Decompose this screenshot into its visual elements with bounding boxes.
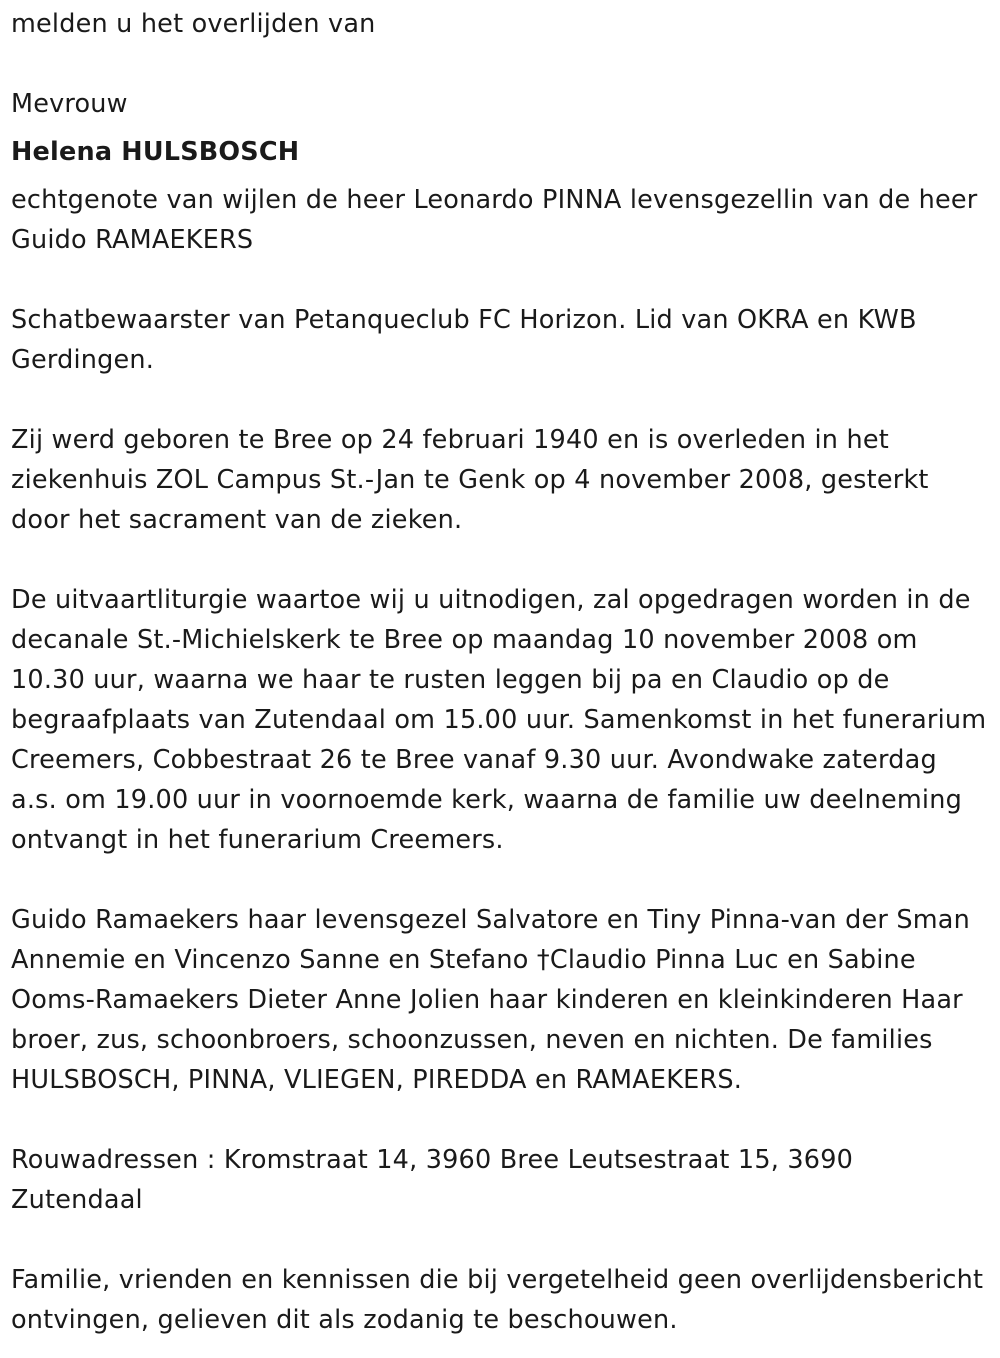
- funeral-text: De uitvaartliturgie waartoe wij u uitnodigen, zal opgedragen worden in de decanale St.-Michielskerk te Bree op maandag 10 november 2008 om 10.30 uur, waarna we haar te rusten leggen bij pa en Claudio op de begraafplaats van Zutendaal om 15.00 uur. Samenkomst in het funerarium Creemers, Cobbestraat 26 te Bree vanaf 9.30 uur. Avondwake zaterdag a.s. om 19.00 uur in voornoemde kerk, waarna de familie uw deelneming ontvangt in het funerarium Creemers.: [11, 585, 995, 855]
- family-text-part2: Claudio Pinna Luc en Sabine Ooms-Ramaekers Dieter Anne Jolien haar kinderen en kleinkinderen Haar broer, zus, schoonbroers, schoonzussen, neven en nichten. De families HULSBOSCH, PINNA, VLIEGEN, PIREDDA en RAMAEKERS.: [11, 945, 972, 1095]
- relation-text: echtgenote van wijlen de heer Leonardo PINNA levensgezellin van de heer Guido RAMAEKERS: [11, 185, 986, 255]
- deceased-name: Helena HULSBOSCH: [11, 137, 300, 167]
- closing-text: Familie, vrienden en kennissen die bij vergetelheid geen overlijdensbericht ontvingen, gelieven dit als zodanig te beschouwen.: [11, 1265, 992, 1335]
- affiliation-text: Schatbewaarster van Petanqueclub FC Horizon. Lid van OKRA en KWB Gerdingen.: [11, 305, 926, 375]
- cross-icon: †: [536, 945, 550, 975]
- salutation: Mevrouw: [11, 89, 128, 119]
- intro-text: melden u het overlijden van: [11, 9, 376, 39]
- addresses-text: Rouwadressen : Kromstraat 14, 3960 Bree Leutsestraat 15, 3690 Zutendaal: [11, 1145, 862, 1215]
- family-text-part1: Guido Ramaekers haar levensgezel Salvatore en Tiny Pinna-van der Sman Annemie en Vincenzo Sanne en Stefano: [11, 905, 979, 975]
- birth-death-text: Zij werd geboren te Bree op 24 februari 1940 en is overleden in het ziekenhuis ZOL Campus St.-Jan te Genk op 4 november 2008, gesterkt door het sacrament van de zieken.: [11, 425, 937, 535]
- family-text: [11, 900, 988, 1100]
